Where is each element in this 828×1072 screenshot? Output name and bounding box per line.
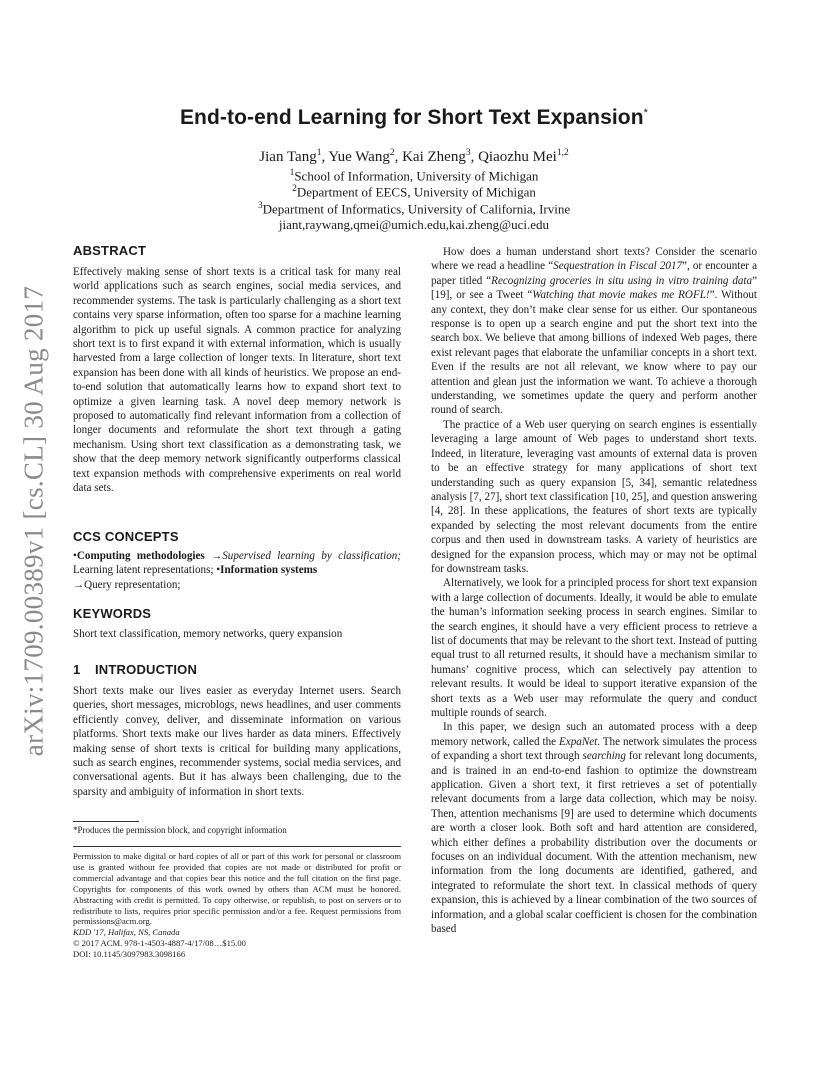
author-sup: 2 — [389, 148, 395, 158]
section-number: 1 — [73, 662, 81, 677]
text-run: ”. Without any context, they don’t make clear sense for us either. Our spontaneous response is to open up a search engine and put the short text into the search box. We believe that among billions of indexed Web pages, there exist relevant pages that elaborate the unfamiliar concepts in a short text. Even if the results are not all relevant, we know where to pay our attention and glean just the information we want. To achieve a thorough understanding, we sometimes update the query and perform another round of search. — [431, 289, 758, 417]
text-run: How does a human understand short texts? Consider the scenario where we read a headline “ — [431, 246, 757, 273]
author-sup: 3 — [465, 148, 471, 158]
copyright: © 2017 ACM. 978-1-4503-4887-4/17/08…$15.00 — [73, 938, 246, 949]
quoted-title: Recognizing groceries in situ using in vitro training data — [491, 274, 753, 287]
quoted-title: Sequestration in Fiscal 2017 — [553, 260, 683, 273]
intro-heading — [73, 662, 197, 677]
keywords-text: Short text classification, memory networks, query expansion — [73, 628, 343, 640]
affiliation-sup: 3 — [257, 201, 263, 211]
author-emails: jiant,raywang,qmei@umich.edu,kai.zheng@uci.edu — [278, 217, 550, 232]
text-run: In this paper, we design such an automated process with a deep memory network, called the — [431, 721, 757, 748]
ccs-subconcept: Learning latent representations; — [73, 564, 217, 577]
affiliation-sup: 2 — [292, 184, 297, 194]
affiliation — [0, 201, 828, 217]
intro-body-left — [73, 684, 401, 799]
keywords-body — [73, 627, 401, 641]
text-run: . The network simulates the process of expanding a short text through — [431, 735, 757, 763]
section-title: INTRODUCTION — [95, 662, 198, 677]
author-sup: 1,2 — [556, 148, 569, 158]
author-name: Kai Zheng — [402, 149, 466, 165]
arxiv-sidebar-stamp — [12, 285, 56, 757]
author-name: Yue Wang — [328, 149, 390, 165]
permission-block — [73, 851, 401, 960]
quoted-tweet: Watching that movie makes me ROFL! — [532, 289, 710, 302]
author-name: Qiaozhu Mei — [478, 149, 557, 165]
emphasis: searching — [582, 750, 626, 763]
intro-paragraph: Alternatively, we look for a principled process for short text expansion with a large collection of documents. Ideally, it would be able to emulate the human’s information seeking process in search engines. Similar to the search engines, it should have a very efficient process to retrieve a list of documents that may be relevant to the short text. Instead of putting equal trust to all returned results, it should have a mechanism similar to humans’ cognitive process, which can selectively pay attention to relevant results. It would be ideal to support iterative expansion of the short texts as a Web user may reformulate the query and conduct multiple rounds of search. — [431, 577, 757, 719]
affiliation — [0, 184, 828, 200]
keywords-heading: KEYWORDS — [73, 606, 152, 621]
ccs-bullet: • — [73, 550, 77, 562]
affiliation-text: Department of Informatics, University of California, Irvine — [262, 201, 571, 217]
author-name: Jian Tang — [259, 149, 317, 165]
footnote-rule — [73, 821, 139, 822]
ccs-bullet: • — [216, 564, 221, 577]
model-name: ExpaNet — [559, 735, 598, 748]
ccs-arrow: → — [204, 550, 223, 562]
intro-paragraph — [431, 720, 757, 936]
ccs-subconcept: Query representation; — [84, 578, 181, 591]
venue: KDD '17, Halifax, NS, Canada — [73, 927, 180, 938]
affiliation-text: Department of EECS, University of Michigan — [296, 184, 536, 200]
author-sup: 1 — [316, 148, 322, 158]
paper-title — [0, 106, 828, 130]
ccs-concept: Information systems — [220, 564, 318, 577]
arxiv-id: arXiv:1709.00389v1 [cs.CL] 30 Aug 2017 — [18, 285, 49, 757]
affiliation-text: School of Information, University of Michigan — [294, 168, 539, 184]
ccs-arrow: → — [73, 578, 85, 591]
text-run: ” [19], or see a Tweet “ — [431, 274, 757, 302]
ccs-heading: CCS CONCEPTS — [73, 529, 179, 544]
intro-paragraph — [431, 245, 757, 418]
doi: DOI: 10.1145/3097983.3098166 — [73, 949, 186, 960]
ccs-concept: Computing methodologies — [76, 550, 205, 562]
text-run: ”, or encounter a paper titled “ — [431, 260, 757, 287]
title-footnote-mark: * — [643, 107, 649, 119]
footnote: *Produces the permission block, and copyright information — [73, 825, 287, 835]
abstract-heading: ABSTRACT — [73, 243, 147, 258]
intro-paragraph: Short texts make our lives easier as everyday Internet users. Search queries, short messages, microblogs, news headlines, and user comments efficiently convey, deliver, and disseminate information on various platforms. Short texts make our lives harder as data miners. Effectively making sense of short texts is critical for building many applications, such as search engines, recommender systems, social media services, and conversational agents. But it has always been challenging, due to the sparsity and ambiguity of information in short texts. — [73, 685, 401, 798]
author-list: Jian Tang$^1$, Yue Wang$^2$, Kai Zheng$^3$, Qiaozhu Mei$^{1,2}$ — [259, 148, 569, 165]
ccs-body — [73, 549, 401, 592]
abstract-text: Effectively making sense of short texts is a critical task for many real world applications such as search engines, social media services, and recommender systems. The task is particularly challenging as a short text contains very sparse information, often too sparse for a machine learning algorithm to pick up useful signals. A common practice for analyzing short text is to first expand it with external information, which is usually harvested from a large collection of longer texts. In literature, short text expansion has been done with all kinds of heuristics. We propose an end-to-end solution that automatically learns how to expand short text to optimize a given learning task. A novel deep memory network is proposed to automatically find relevant information from a collection of longer documents and reformulate the short text through a gating mechanism. Using short text classification as a demonstrating task, we show that the deep memory network significantly outperforms classical text expansion methods with comprehensive experiments on real world data sets. — [73, 266, 401, 495]
permission-text: Permission to make digital or hard copies of all or part of this work for personal or classroom use is granted without fee provided that copies are not made or distributed for profit or commercial advantage and that copies bear this notice and the full citation on the first page. Copyrights for components of this work owned by others than ACM must be honored. Abstracting with credit is permitted. To copy otherwise, or republish, to post on servers or to redistribute to lists, requires prior specific permission and/or a fee. Request permissions from permissions@acm.org. — [73, 851, 401, 927]
ccs-subconcept: Supervised learning by classification; — [222, 550, 402, 562]
intro-body-right — [431, 245, 757, 937]
abstract-body — [73, 265, 401, 496]
text-run: for relevant long documents, and is trained in an end-to-end fashion to optimize the downstream application. Given a short text, it first retrieves a set of potentially relevant documents from a large data collection, which may be noisy. Then, attention mechanisms [9] are used to determine which documents are worth a closer look. Both soft and hard attention are considered, which either defines a probability distribution over the documents or focuses on an individual document. With the attention mechanism, new information from the long documents are identified, gathered, and integrated to reformulate the short text. In classical methods of query expansion, this is achieved by a linear combination of the two sources of information, and a global scalar coefficient is chosen for the combination based — [431, 750, 757, 936]
intro-paragraph: The practice of a Web user querying on search engines is essentially leveraging a large amount of Web pages to understand short texts. Indeed, in literature, leveraging vast amounts of external data is proven to be an effective strategy for many applications of short text understanding such as query expansion [5, 34], semantic relatedness analysis [7, 27], short text classification [10, 25], and question answering [4, 28]. In these applications, the features of short texts are typically expanded by selecting the most relevant documents from the entire corpus and then used in downstream tasks. A variety of heuristics are designed for the expansion process, which may or may not be optimal for downstream tasks. — [431, 418, 757, 575]
affiliation — [0, 168, 828, 184]
affiliation-sup: 1 — [289, 168, 295, 178]
permission-rule — [73, 846, 401, 847]
title-text: End-to-end Learning for Short Text Expansion — [179, 106, 644, 129]
